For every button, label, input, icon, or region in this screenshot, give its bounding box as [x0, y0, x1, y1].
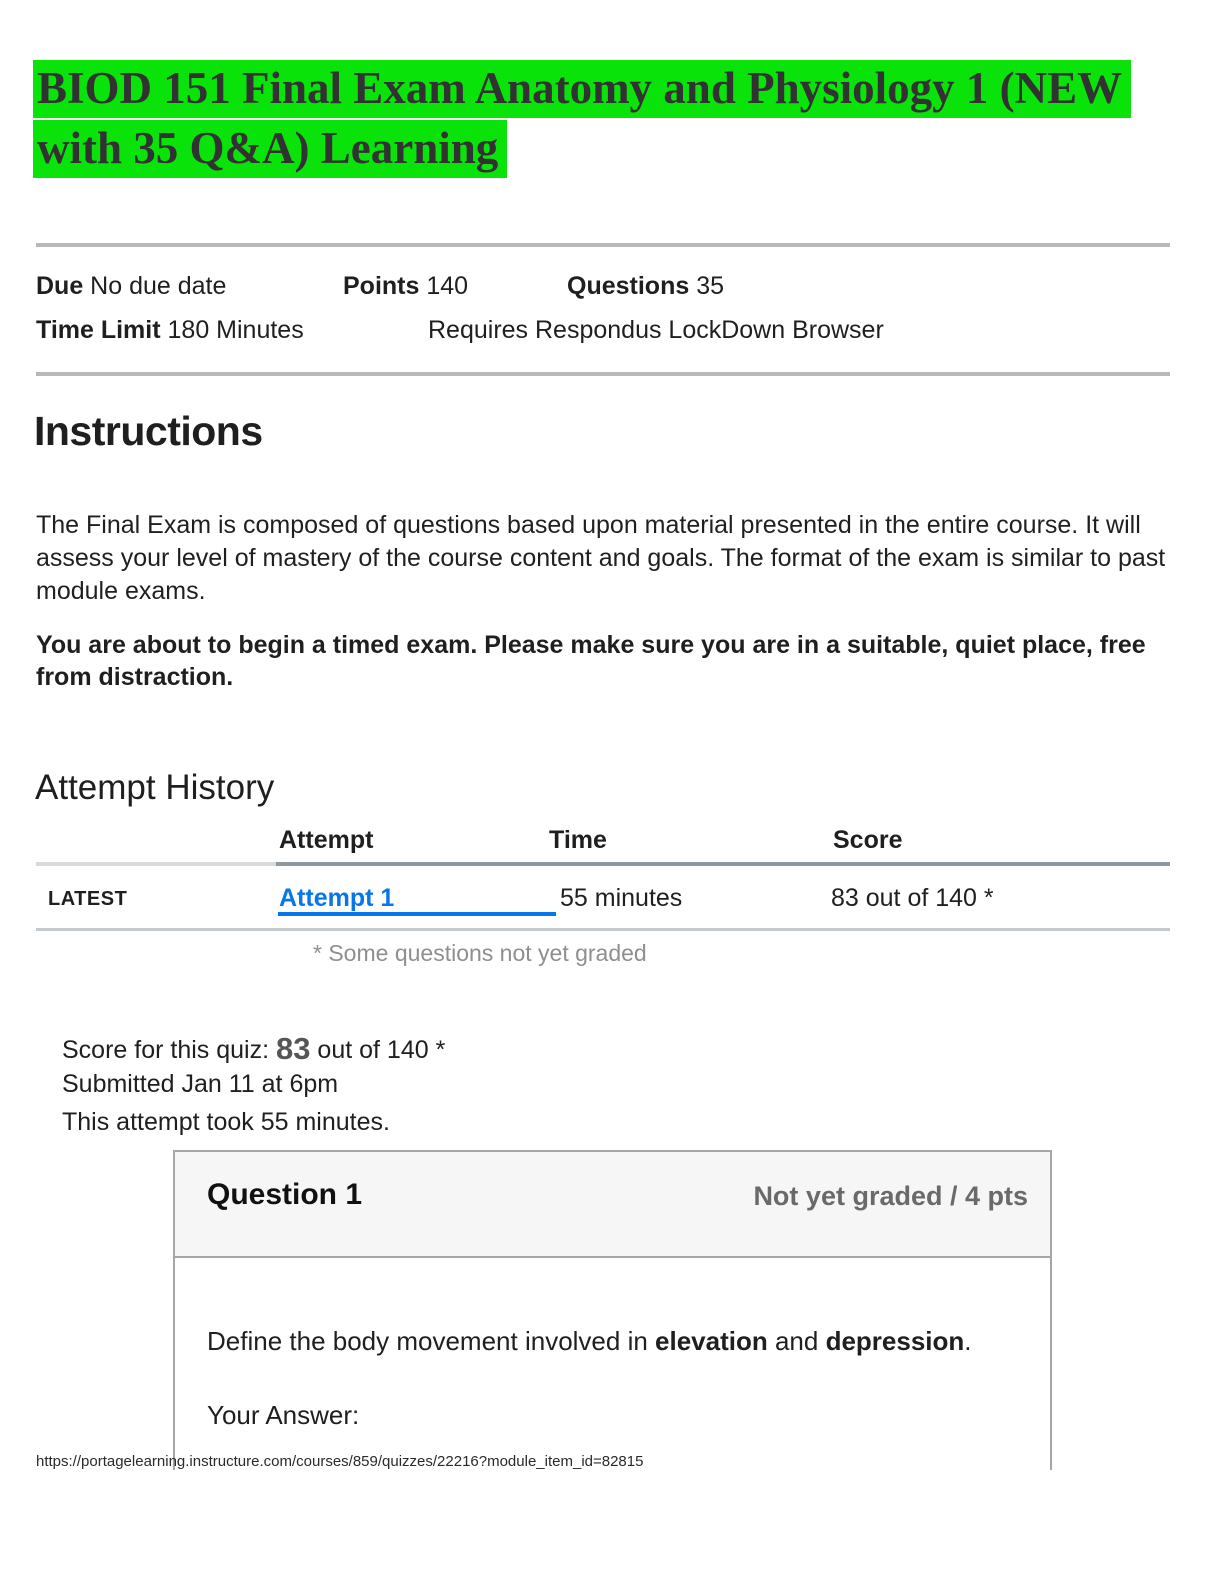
question-prompt [207, 1326, 972, 1357]
table-header-rule-left [36, 862, 276, 866]
attempt-duration-line: This attempt took 55 minutes. [62, 1108, 390, 1136]
divider-top [36, 243, 1170, 247]
footer-url: https://portagelearning.instructure.com/courses/859/quizzes/22216?module_item_id=82815 [36, 1453, 644, 1470]
column-header-attempt: Attempt [279, 826, 374, 854]
due-label: Due [36, 272, 84, 300]
page-title-line-2: with 35 Q&A) Learning [33, 120, 507, 178]
time-limit-field [36, 316, 304, 345]
quiz-score-line [62, 1030, 445, 1066]
question-title: Question 1 [207, 1178, 363, 1211]
attempt-score-value: 83 out of 140 * [831, 884, 994, 912]
submitted-line: Submitted Jan 11 at 6pm [62, 1070, 339, 1098]
instructions-heading: Instructions [34, 408, 263, 454]
attempt-1-link[interactable]: Attempt 1 [279, 884, 395, 912]
score-prefix: Score for this quiz: [62, 1036, 276, 1064]
questions-value: 35 [689, 272, 725, 300]
quiz-details [0, 0, 1224, 344]
prompt-mid-text: and [767, 1326, 826, 1356]
your-answer-label: Your Answer: [207, 1400, 360, 1430]
score-suffix: out of 140 * [310, 1036, 446, 1064]
questions-field [567, 272, 724, 301]
due-field [36, 272, 226, 301]
attempt-time-value: 55 minutes [560, 884, 683, 912]
score-value: 83 [275, 1031, 311, 1066]
grading-footnote: * Some questions not yet graded [313, 940, 647, 966]
prompt-bold-elevation: elevation [655, 1326, 768, 1356]
points-label: Points [343, 272, 420, 300]
time-limit-label: Time Limit [36, 316, 161, 344]
column-header-score: Score [833, 826, 903, 854]
table-header-rule-right [276, 862, 1170, 866]
requires-lockdown-text: Requires Respondus LockDown Browser [428, 316, 884, 344]
latest-badge: LATEST [48, 888, 128, 910]
question-status-badge: Not yet graded / 4 pts [753, 1181, 1028, 1211]
instructions-paragraph: The Final Exam is composed of questions based upon material presented in the entire course. It will assess your level of mastery of the course content and goals. The format of the exam is similar to past module exams. [36, 511, 1166, 605]
due-value: No due date [83, 272, 227, 300]
attempt-link-underline [278, 912, 556, 916]
timed-exam-warning: You are about to begin a timed exam. Please make sure you are in a suitable, quiet place, free from distraction. [36, 631, 1146, 691]
prompt-text: Define the body movement involved in [207, 1326, 656, 1356]
question-header [175, 1150, 1050, 1258]
divider-mid [36, 372, 1170, 376]
questions-label: Questions [567, 272, 690, 300]
time-limit-value: 180 Minutes [160, 316, 304, 344]
attempt-history-heading: Attempt History [35, 768, 275, 807]
table-bottom-rule [36, 928, 1170, 931]
points-value: 140 [419, 272, 469, 300]
prompt-bold-depression: depression [825, 1326, 965, 1356]
question-card [173, 1150, 1052, 1470]
prompt-suffix-text: . [964, 1326, 972, 1356]
page-title-line-1: BIOD 151 Final Exam Anatomy and Physiology 1 (NEW [33, 60, 1131, 118]
points-field [343, 272, 468, 301]
column-header-time: Time [549, 826, 607, 854]
